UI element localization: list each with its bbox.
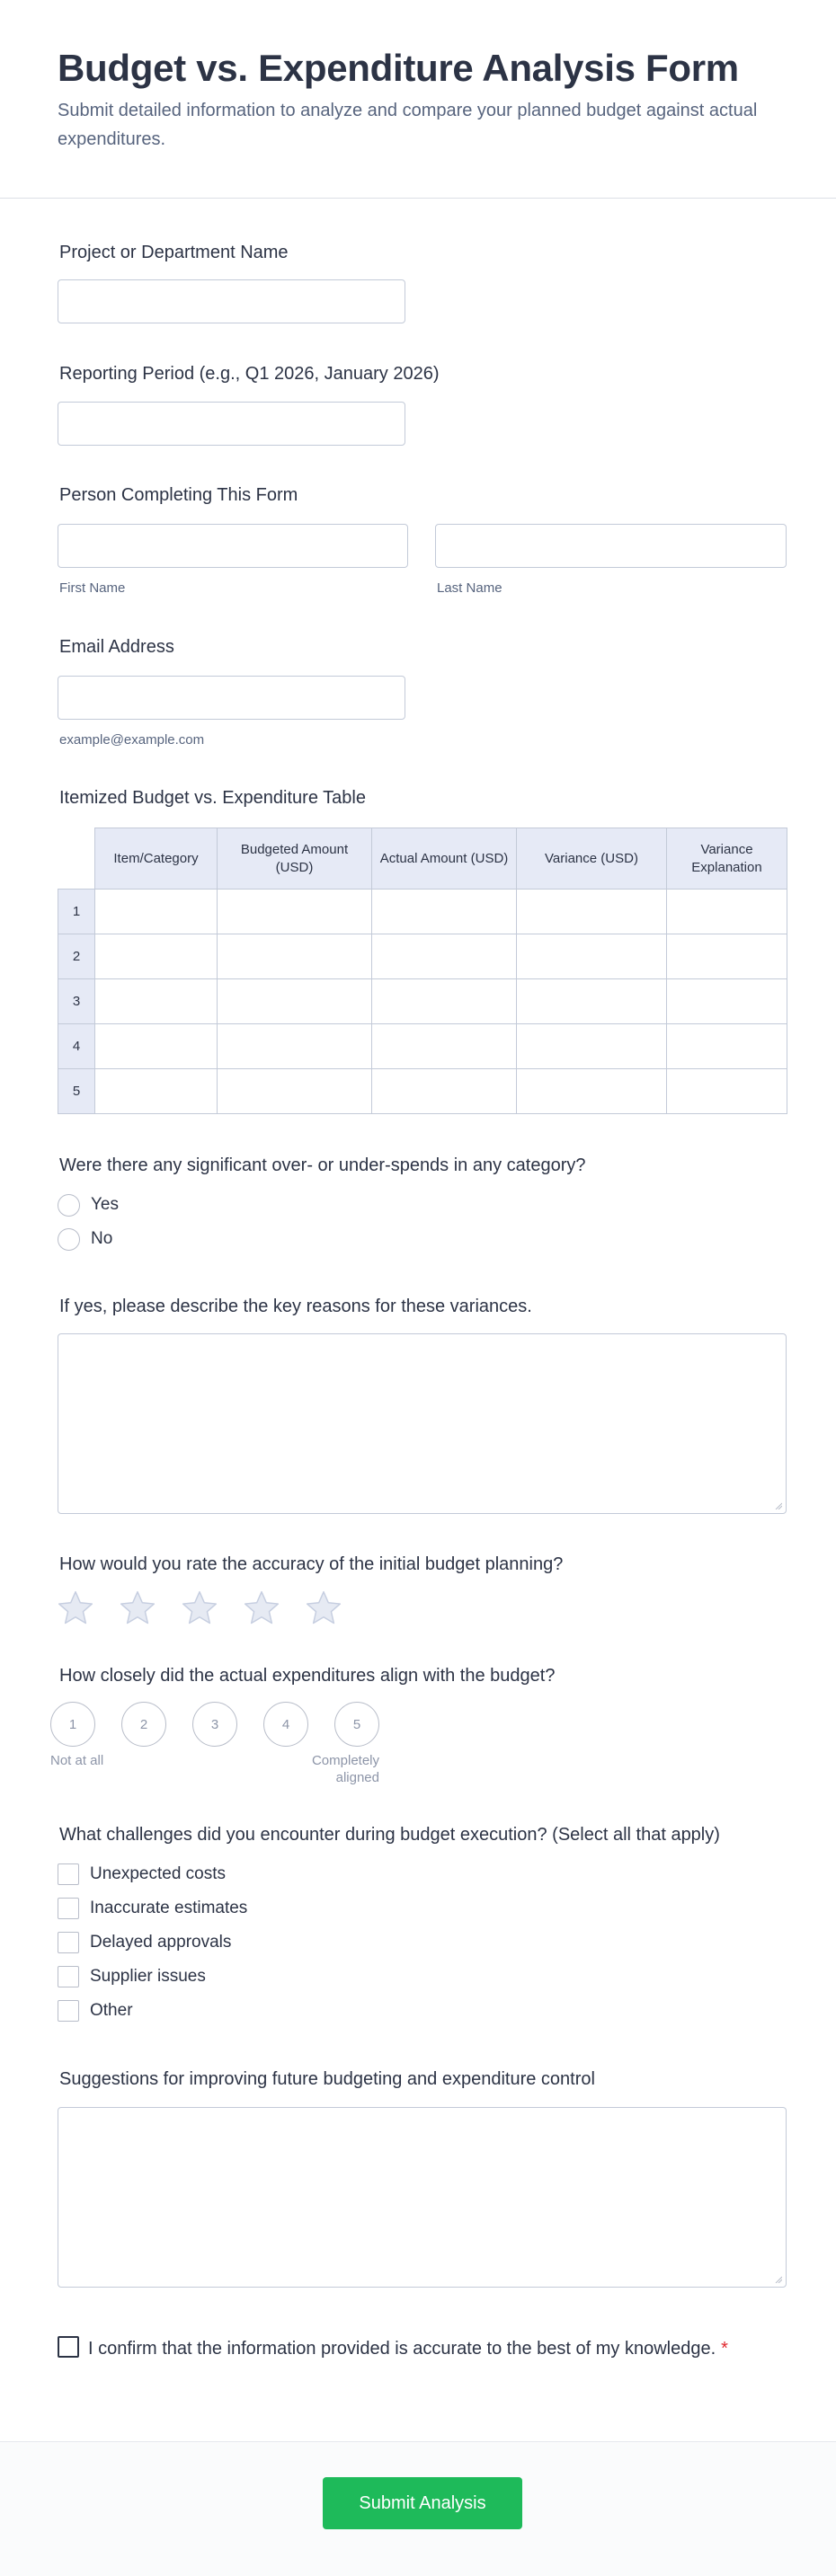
checkbox-option[interactable] [58, 1966, 206, 1987]
last-name-input[interactable] [435, 524, 787, 568]
table-cell[interactable] [372, 890, 517, 934]
column-header: Variance Explanation [667, 828, 787, 890]
table-cell[interactable] [372, 934, 517, 979]
scale-option-5[interactable]: 5 [334, 1702, 379, 1747]
table-cell[interactable] [218, 979, 372, 1024]
checkbox[interactable] [58, 1932, 79, 1953]
budget-table-label: Itemized Budget vs. Expenditure Table [59, 788, 366, 808]
table-cell[interactable] [218, 1069, 372, 1114]
resize-grip-icon[interactable] [775, 2276, 782, 2283]
table-cell[interactable] [517, 979, 667, 1024]
table-cell[interactable] [372, 1069, 517, 1114]
radio-label: No [91, 1229, 113, 1248]
checkbox-option[interactable] [58, 1932, 231, 1953]
scale-high-caption-line2: aligned [335, 1770, 379, 1785]
project-name-input[interactable] [58, 279, 405, 323]
table-cell[interactable] [667, 979, 787, 1024]
scale-high-caption-line1: Completely [311, 1753, 379, 1768]
reasons-label: If yes, please describe the key reasons for these variances. [59, 1297, 532, 1316]
person-label: Person Completing This Form [59, 485, 298, 505]
alignment-label: How closely did the actual expenditures align with the budget? [59, 1666, 556, 1686]
table-cell[interactable] [95, 1024, 218, 1069]
row-number: 2 [58, 934, 95, 979]
table-cell[interactable] [372, 1024, 517, 1069]
table-row [58, 890, 787, 934]
table-cell[interactable] [95, 1069, 218, 1114]
confirm-field [58, 2336, 787, 2361]
table-cell[interactable] [517, 890, 667, 934]
table-cell[interactable] [667, 890, 787, 934]
checkbox-option[interactable] [58, 1863, 226, 1885]
first-name-sublabel: First Name [59, 580, 126, 596]
radio-button[interactable] [58, 1228, 80, 1251]
table-cell[interactable] [218, 934, 372, 979]
table-cell[interactable] [95, 979, 218, 1024]
radio-option-yes[interactable] [58, 1193, 119, 1217]
table-cell[interactable] [517, 1069, 667, 1114]
checkbox-option[interactable] [58, 2000, 133, 2022]
required-mark: * [721, 2339, 728, 2359]
star-icon[interactable] [304, 1589, 343, 1628]
overspend-label: Were there any significant over- or under-spends in any category? [59, 1155, 586, 1175]
table-cell[interactable] [667, 934, 787, 979]
radio-label: Yes [91, 1195, 119, 1214]
radio-button[interactable] [58, 1194, 80, 1217]
star-icon[interactable] [242, 1589, 281, 1628]
suggestions-label: Suggestions for improving future budgeting and expenditure control [59, 2069, 595, 2089]
table-cell[interactable] [517, 1024, 667, 1069]
table-cell[interactable] [218, 1024, 372, 1069]
table-cell[interactable] [95, 890, 218, 934]
checkbox-label: Inaccurate estimates [90, 1899, 248, 1917]
resize-grip-icon[interactable] [775, 1502, 782, 1509]
budget-table [58, 828, 787, 1114]
table-cell[interactable] [667, 1024, 787, 1069]
star-icon[interactable] [180, 1589, 219, 1628]
table-cell[interactable] [517, 934, 667, 979]
table-cell[interactable] [372, 979, 517, 1024]
email-label: Email Address [59, 637, 174, 657]
email-input[interactable] [58, 676, 405, 720]
row-number: 1 [58, 890, 95, 934]
checkbox-label: Delayed approvals [90, 1933, 232, 1952]
table-row [58, 979, 787, 1024]
suggestions-textarea[interactable] [58, 2107, 787, 2288]
first-name-input[interactable] [58, 524, 408, 568]
row-number: 5 [58, 1069, 95, 1114]
row-number: 4 [58, 1024, 95, 1069]
star-icon[interactable] [118, 1589, 157, 1628]
form-subtitle: Submit detailed information to analyze and compare your planned budget against actual expenditures. [58, 101, 758, 149]
checkbox[interactable] [58, 1863, 79, 1885]
checkbox[interactable] [58, 2000, 79, 2022]
scale-low-caption: Not at all [50, 1753, 104, 1768]
column-header: Budgeted Amount (USD) [218, 828, 372, 890]
table-row [58, 1069, 787, 1114]
checkbox-label: Other [90, 2001, 133, 2020]
table-corner [58, 828, 95, 890]
row-number: 3 [58, 979, 95, 1024]
scale-option-1[interactable]: 1 [50, 1702, 95, 1747]
checkbox-label: Unexpected costs [90, 1864, 227, 1883]
challenges-label: What challenges did you encounter during budget execution? (Select all that apply) [59, 1825, 720, 1845]
confirm-text: I confirm that the information provided is accurate to the best of my knowledge. [88, 2339, 716, 2359]
column-header: Actual Amount (USD) [372, 828, 517, 890]
column-header: Variance (USD) [517, 828, 667, 890]
radio-option-no[interactable] [58, 1227, 112, 1251]
email-sublabel: example@example.com [59, 732, 205, 748]
column-header: Item/Category [95, 828, 218, 890]
project-name-label: Project or Department Name [59, 243, 289, 262]
table-cell[interactable] [667, 1069, 787, 1114]
checkbox-label: Supplier issues [90, 1967, 206, 1986]
table-cell[interactable] [95, 934, 218, 979]
star-rating [56, 1589, 366, 1628]
rating-label: How would you rate the accuracy of the initial budget planning? [59, 1554, 564, 1574]
checkbox[interactable] [58, 1898, 79, 1919]
form-header [0, 0, 836, 199]
scale-option-2[interactable]: 2 [121, 1702, 166, 1747]
checkbox[interactable] [58, 1966, 79, 1987]
star-icon[interactable] [56, 1589, 95, 1628]
reporting-period-input[interactable] [58, 402, 405, 446]
reasons-textarea[interactable] [58, 1333, 787, 1514]
table-cell[interactable] [218, 890, 372, 934]
table-row [58, 1024, 787, 1069]
checkbox-option[interactable] [58, 1898, 247, 1919]
scale-option-3[interactable]: 3 [192, 1702, 237, 1747]
last-name-sublabel: Last Name [437, 580, 502, 596]
form-title: Budget vs. Expenditure Analysis Form [58, 47, 739, 89]
submit-button[interactable]: Submit Analysis [323, 2477, 522, 2529]
confirm-checkbox[interactable] [58, 2336, 79, 2358]
table-row [58, 934, 787, 979]
reporting-period-label: Reporting Period (e.g., Q1 2026, January 2026) [59, 364, 440, 384]
scale-high-caption [289, 1752, 379, 1786]
scale-option-4[interactable]: 4 [263, 1702, 308, 1747]
